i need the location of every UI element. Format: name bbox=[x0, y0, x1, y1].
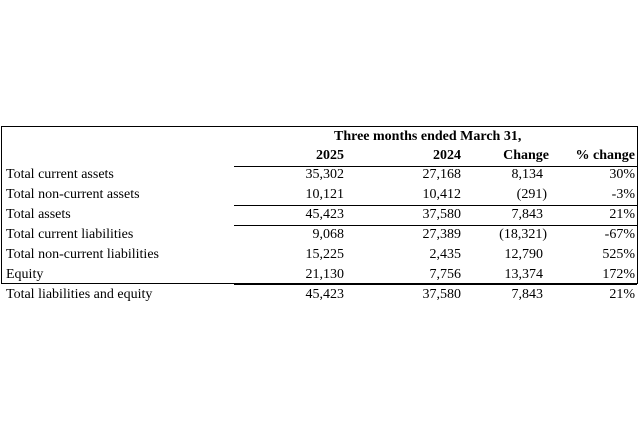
cell-2024: 27,389 bbox=[422, 227, 461, 242]
subtotal-rule-liabilities bbox=[234, 284, 637, 285]
cell-change: 8,134 bbox=[511, 167, 543, 182]
cell-pct-change: 172% bbox=[602, 267, 635, 282]
cell-2025: 35,302 bbox=[305, 167, 344, 182]
cell-2024: 10,412 bbox=[422, 187, 461, 202]
cell-2025: 45,423 bbox=[305, 207, 344, 222]
cell-change: 7,843 bbox=[511, 207, 543, 222]
cell-pct-change: 30% bbox=[609, 167, 635, 182]
row-label-total-liabilities-and-equity: Total liabilities and equity bbox=[6, 287, 153, 302]
column-header-2024: 2024 bbox=[433, 148, 461, 163]
column-header-pct-change: % change bbox=[575, 148, 635, 163]
row-label-total-current-assets: Total current assets bbox=[6, 167, 114, 182]
balance-sheet-table bbox=[1, 126, 638, 302]
cell-2024: 2,435 bbox=[429, 247, 461, 262]
cell-change: 12,790 bbox=[504, 247, 543, 262]
column-header-2025: 2025 bbox=[316, 148, 344, 163]
cell-2025: 9,068 bbox=[312, 227, 344, 242]
cell-2025: 21,130 bbox=[305, 267, 344, 282]
cell-2024: 7,756 bbox=[429, 267, 461, 282]
cell-pct-change: 21% bbox=[609, 287, 635, 302]
row-label-total-non-current-liabilities: Total non-current liabilities bbox=[6, 247, 159, 262]
cell-change: (18,321) bbox=[499, 227, 547, 242]
period-header: Three months ended March 31, bbox=[334, 129, 522, 144]
cell-pct-change: 21% bbox=[609, 207, 635, 222]
cell-pct-change: 525% bbox=[602, 247, 635, 262]
cell-2025: 45,423 bbox=[305, 287, 344, 302]
cell-2024: 27,168 bbox=[422, 167, 461, 182]
cell-2025: 15,225 bbox=[305, 247, 344, 262]
cell-pct-change: -3% bbox=[611, 187, 635, 202]
cell-change: 7,843 bbox=[511, 287, 543, 302]
cell-2024: 37,580 bbox=[422, 287, 461, 302]
row-label-total-non-current-assets: Total non-current assets bbox=[6, 187, 140, 202]
cell-2024: 37,580 bbox=[422, 207, 461, 222]
column-header-change: Change bbox=[503, 148, 549, 163]
row-label-equity: Equity bbox=[6, 267, 44, 282]
row-label-total-assets: Total assets bbox=[6, 207, 71, 222]
cell-2025: 10,121 bbox=[305, 187, 344, 202]
cell-change: 13,374 bbox=[504, 267, 543, 282]
cell-pct-change: -67% bbox=[604, 227, 635, 242]
row-label-total-current-liabilities: Total current liabilities bbox=[6, 227, 134, 242]
cell-change: (291) bbox=[516, 187, 547, 202]
